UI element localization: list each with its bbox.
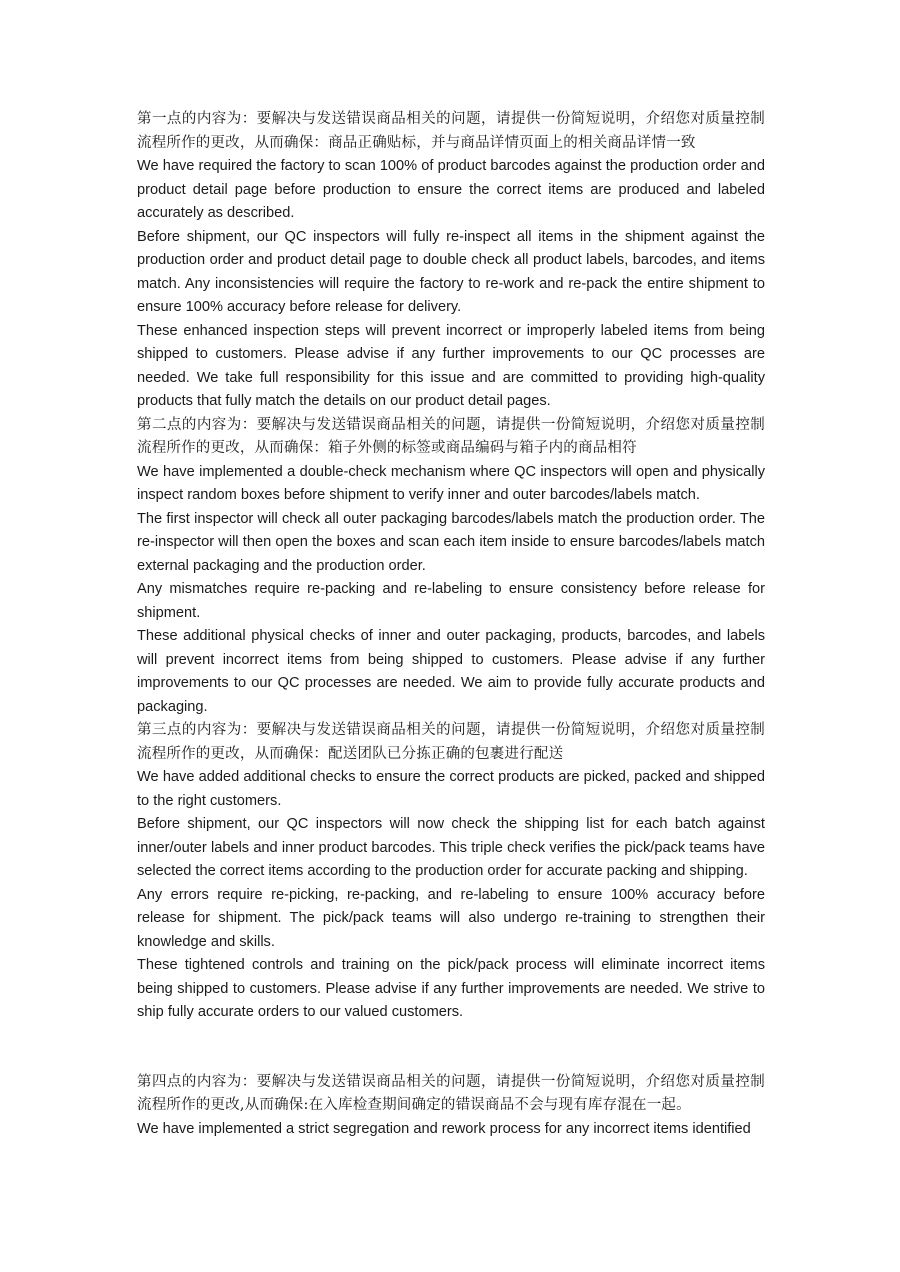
paragraph: Before shipment, our QC inspectors will now check the shipping list for each batch against inner/outer labels and inner product barcodes. This triple check verifies the pick/pack teams have selected the correct items according to the production order for accurate packing and shipping.	[137, 816, 765, 879]
document-page	[137, 108, 765, 1141]
paragraph: These tightened controls and training on the pick/pack process will eliminate incorrect items being shipped to customers. Please advise if any further improvements are needed. We strive to ship fully accurate orders to our valued customers.	[137, 957, 765, 1020]
paragraph: These enhanced inspection steps will prevent incorrect or improperly labeled items from being shipped to customers. Please advise if any further improvements to our QC processes are needed. We take full responsibility for this issue and are committed to providing high-quality products that fully match the details on our product detail pages.	[137, 322, 765, 409]
section-heading: 第三点的内容为：要解决与发送错误商品相关的问题，请提供一份简短说明，介绍您对质量控制流程所作的更改，从而确保：配送团队已分拣正确的包裹进行配送	[137, 722, 765, 762]
paragraph: Any mismatches require re-packing and re-labeling to ensure consistency before release for shipment.	[137, 581, 765, 621]
paragraph: We have implemented a double-check mechanism where QC inspectors will open and physically inspect random boxes before shipment to verify inner and outer barcodes/labels match.	[137, 463, 765, 503]
section-heading: 第一点的内容为：要解决与发送错误商品相关的问题，请提供一份简短说明，介绍您对质量控制流程所作的更改，从而确保：商品正确贴标，并与商品详情页面上的相关商品详情一致	[137, 111, 765, 151]
section-1	[137, 108, 765, 414]
paragraph: The first inspector will check all outer packaging barcodes/labels match the production order. The re-inspector will then open the boxes and scan each item inside to ensure barcodes/labels match external packaging and the production order.	[137, 510, 765, 574]
paragraph: Before shipment, our QC inspectors will fully re-inspect all items in the shipment against the production order and product detail page to double check all product labels, barcodes, and items match. Any inconsistencies will require the factory to re-work and re-pack the entire shipment to ensure 100% accuracy before release for delivery.	[137, 228, 765, 315]
paragraph: We have required the factory to scan 100% of product barcodes against the production order and product detail page before production to ensure the correct items are produced and labeled accurately as described.	[137, 158, 765, 221]
section-4	[137, 1071, 765, 1142]
paragraph: We have added additional checks to ensure the correct products are picked, packed and shipped to the right customers.	[137, 769, 765, 809]
section-3	[137, 719, 765, 1025]
paragraph: These additional physical checks of inner and outer packaging, products, barcodes, and labels will prevent incorrect items from being shipped to customers. Please advise if any further improvements to our QC processes are needed. We aim to provide fully accurate products and packaging.	[137, 628, 765, 715]
section-2	[137, 414, 765, 720]
section-heading: 第二点的内容为：要解决与发送错误商品相关的问题，请提供一份简短说明，介绍您对质量控制流程所作的更改，从而确保：箱子外侧的标签或商品编码与箱子内的商品相符	[137, 416, 765, 456]
paragraph: Any errors require re-picking, re-packing, and re-labeling to ensure 100% accuracy before release for shipment. The pick/pack teams will also undergo re-training to strengthen their knowledge and skills.	[137, 886, 765, 950]
paragraph: We have implemented a strict segregation and rework process for any incorrect items identified	[137, 1120, 751, 1137]
section-heading: 第四点的内容为：要解决与发送错误商品相关的问题，请提供一份简短说明，介绍您对质量控制流程所作的更改,从而确保:在入库检查期间确定的错误商品不会与现有库存混在一起。	[137, 1073, 765, 1113]
section-spacer	[137, 1025, 765, 1071]
